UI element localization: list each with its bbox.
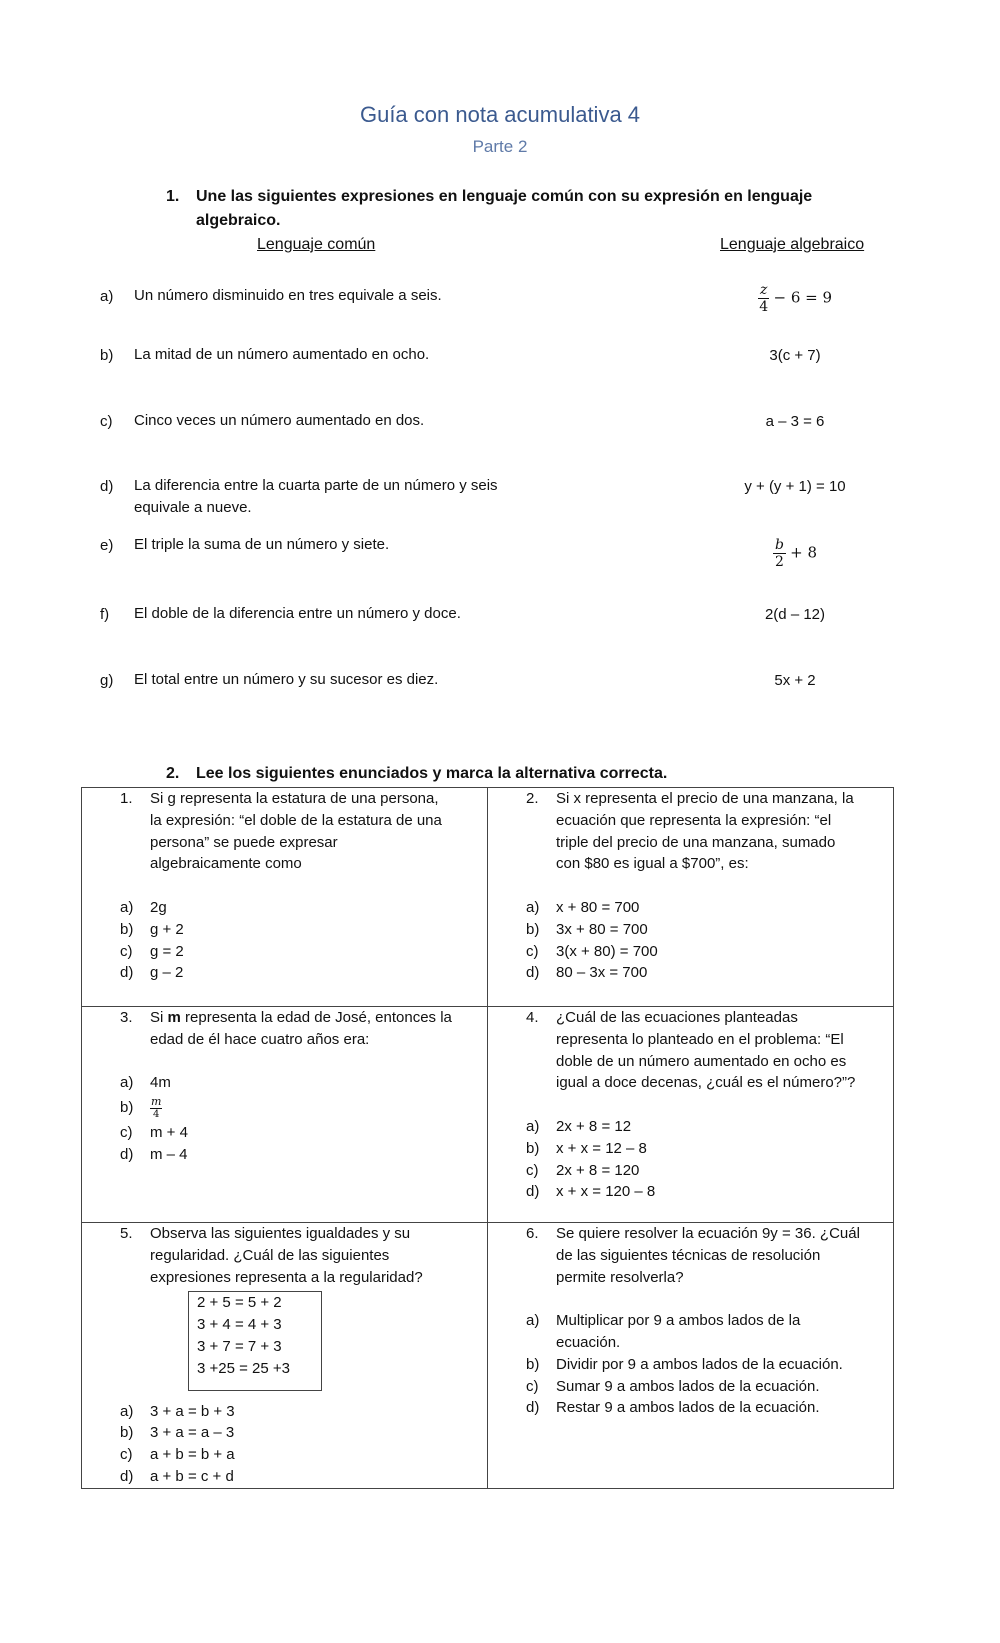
option-text: Dividir por 9 a ambos lados de la ecuación.: [556, 1355, 843, 1373]
option-d[interactable]: [120, 1466, 477, 1488]
section1-number: 1.: [166, 188, 180, 205]
option-text: 2g: [150, 898, 167, 916]
spacer: [120, 875, 477, 897]
question-text: [526, 1007, 883, 1029]
algebraic-expression-d[interactable]: y + (y + 1) = 10: [744, 478, 846, 495]
question-number: 2.: [526, 790, 539, 807]
option-b[interactable]: [526, 1354, 883, 1376]
algebraic-expression-a[interactable]: [690, 282, 900, 315]
question-number: 5.: [120, 1225, 133, 1242]
question-line: doble de un número aumentado en ocho es: [556, 1052, 847, 1070]
question-text: [120, 853, 477, 875]
option-c[interactable]: [526, 941, 883, 963]
option-label: d): [526, 1399, 540, 1417]
question-text: [120, 810, 477, 832]
option-text: x + 80 = 700: [556, 898, 640, 916]
question-line: igual a doce decenas, ¿cuál es el número?”?: [556, 1074, 856, 1092]
option-b[interactable]: [120, 919, 477, 941]
question-line: regularidad. ¿Cuál de las siguientes: [150, 1246, 390, 1264]
fraction-numerator: m: [151, 1094, 162, 1108]
option-text-cont: ecuación.: [556, 1333, 621, 1351]
question-text: [120, 1223, 477, 1245]
question-text: [526, 1029, 883, 1051]
spacer: [120, 1391, 477, 1401]
question-line: de las siguientes técnicas de resolución: [556, 1246, 821, 1264]
item-label: g): [100, 672, 114, 689]
question-2: [488, 788, 893, 984]
questions-table: [81, 787, 894, 1489]
item-label: c): [100, 413, 113, 430]
fraction-numerator: b: [774, 537, 784, 553]
option-c[interactable]: [526, 1160, 883, 1182]
question-text: [120, 832, 477, 854]
question-number: 3.: [120, 1009, 133, 1026]
expression-rest: − 6 = 9: [773, 288, 833, 307]
option-d[interactable]: [526, 1181, 883, 1203]
section2-instruction: Lee los siguientes enunciados y marca la alternativa correcta.: [196, 765, 668, 782]
item-label: e): [100, 537, 114, 554]
option-text: 3(x + 80) = 700: [556, 942, 658, 960]
question-text: [526, 853, 883, 875]
option-label: d): [120, 1145, 134, 1163]
option-label: c): [526, 942, 539, 960]
algebraic-expression-e[interactable]: [690, 537, 900, 570]
question-text: [120, 1267, 477, 1289]
spacer: [526, 1094, 883, 1116]
option-text: 80 – 3x = 700: [556, 964, 648, 982]
question-text: [526, 1072, 883, 1094]
option-a[interactable]: [120, 1072, 477, 1094]
option-text: 3 + a = b + 3: [150, 1402, 235, 1420]
option-label: b): [526, 1139, 540, 1157]
question-text: Si: [150, 1009, 168, 1026]
item-text[interactable]: El total entre un número y su sucesor es diez.: [134, 671, 439, 688]
item-label: a): [100, 288, 114, 305]
option-d[interactable]: [120, 1144, 477, 1166]
option-a[interactable]: [526, 1116, 883, 1138]
equalities-box: [188, 1291, 322, 1390]
page-subtitle: Parte 2: [472, 137, 528, 156]
option-label: a): [526, 1312, 540, 1330]
question-text: representa la edad de José, entonces la: [180, 1009, 452, 1026]
option-label: c): [120, 1124, 133, 1142]
question-line: ¿Cuál de las ecuaciones planteadas: [556, 1009, 798, 1026]
question-line: con $80 es igual a $700”, es:: [556, 855, 749, 873]
question-text: [120, 1245, 477, 1267]
item-text[interactable]: La diferencia entre la cuarta parte de un número y seis equivale a nueve.: [134, 477, 498, 516]
option-label: d): [526, 964, 540, 982]
option-text: 3 + a = a – 3: [150, 1424, 235, 1442]
fraction-denominator: 2: [775, 554, 784, 570]
question-number: 6.: [526, 1225, 539, 1242]
option-label: a): [120, 1074, 134, 1092]
fraction-numerator: z: [759, 282, 768, 298]
question-line: persona” se puede expresar: [150, 833, 338, 851]
option-text: g + 2: [150, 920, 184, 938]
question-text: [526, 1267, 883, 1289]
option-label: c): [526, 1161, 539, 1179]
item-text[interactable]: La mitad de un número aumentado en ocho.: [134, 346, 430, 363]
option-b[interactable]: [120, 1094, 477, 1122]
question-line: triple del precio de una manzana, sumado: [556, 833, 836, 851]
option-text: m – 4: [150, 1145, 188, 1163]
option-text: a + b = c + d: [150, 1467, 234, 1485]
option-text: 2x + 8 = 12: [556, 1117, 632, 1135]
question-6: [488, 1223, 893, 1419]
option-text: x + x = 120 – 8: [556, 1183, 656, 1201]
option-a[interactable]: [526, 897, 883, 919]
option-a[interactable]: [120, 897, 477, 919]
variable-bold: m: [167, 1009, 181, 1026]
question-line: representa lo planteado en el problema: “El: [556, 1030, 844, 1048]
option-label: d): [120, 964, 134, 982]
algebraic-expression-g[interactable]: 5x + 2: [774, 672, 816, 689]
option-d[interactable]: [120, 962, 477, 984]
question-3: [82, 1007, 487, 1166]
question-line: expresiones representa a la regularidad?: [150, 1268, 423, 1286]
question-text: [526, 788, 883, 810]
question-text: [526, 810, 883, 832]
question-line: ecuación que representa la expresión: “el: [556, 811, 832, 829]
question-line: permite resolverla?: [556, 1268, 684, 1286]
question-text: [526, 832, 883, 854]
fraction-denominator: 4: [153, 1108, 160, 1120]
option-text: Multiplicar por 9 a ambos lados de la: [556, 1312, 801, 1330]
question-text: [526, 1223, 883, 1245]
item-text[interactable]: Cinco veces un número aumentado en dos.: [134, 412, 425, 429]
question-text: [526, 1245, 883, 1267]
column-header-common: Lenguaje común: [257, 236, 376, 253]
question-number: 1.: [120, 790, 133, 807]
option-label: a): [526, 898, 540, 916]
option-label: d): [526, 1183, 540, 1201]
option-label: b): [120, 1424, 134, 1442]
question-line: Se quiere resolver la ecuación 9y = 36. ¿Cuál: [556, 1225, 860, 1242]
equality: 3 +25 = 25 +3: [197, 1359, 291, 1377]
section2-number: 2.: [166, 765, 180, 782]
algebraic-expression-b[interactable]: 3(c + 7): [769, 347, 821, 364]
option-text: Sumar 9 a ambos lados de la ecuación.: [556, 1377, 820, 1395]
option-label: d): [120, 1467, 134, 1485]
option-c[interactable]: [120, 1122, 477, 1144]
option-text: Restar 9 a ambos lados de la ecuación.: [556, 1399, 820, 1417]
question-text: [120, 788, 477, 810]
item-text[interactable]: El doble de la diferencia entre un número y doce.: [134, 605, 461, 622]
question-1: [82, 788, 487, 984]
question-text: [526, 1051, 883, 1073]
option-label: b): [526, 920, 540, 938]
question-line: Si x representa el precio de una manzana, la: [556, 790, 854, 807]
option-text: g = 2: [150, 942, 184, 960]
item-text[interactable]: El triple la suma de un número y siete.: [134, 536, 390, 553]
option-label: c): [120, 1446, 133, 1464]
section1-instruction-line1: Une las siguientes expresiones en lenguaje común con su expresión en lenguaje: [196, 188, 813, 205]
option-a[interactable]: [526, 1310, 883, 1354]
spacer: [526, 1288, 883, 1310]
equality: 3 + 7 = 7 + 3: [197, 1337, 282, 1355]
column-header-algebraic: Lenguaje algebraico: [720, 236, 865, 253]
page-title: Guía con nota acumulativa 4: [359, 102, 641, 127]
option-c[interactable]: [120, 1444, 477, 1466]
question-number: 4.: [526, 1009, 539, 1026]
option-b[interactable]: [120, 1422, 477, 1444]
option-label: c): [526, 1377, 539, 1395]
option-label: b): [526, 1355, 540, 1373]
item-label: b): [100, 347, 114, 364]
option-c[interactable]: [120, 941, 477, 963]
equality: 2 + 5 = 5 + 2: [197, 1294, 282, 1312]
spacer: [526, 875, 883, 897]
option-text: 3x + 80 = 700: [556, 920, 648, 938]
option-text: 2x + 8 = 120: [556, 1161, 640, 1179]
option-text: g – 2: [150, 964, 184, 982]
algebraic-expression-c[interactable]: a – 3 = 6: [765, 413, 825, 430]
option-text: x + x = 12 – 8: [556, 1139, 647, 1157]
question-line: Si g representa la estatura de una persona,: [150, 790, 439, 807]
option-c[interactable]: [526, 1376, 883, 1398]
algebraic-expression-f[interactable]: 2(d – 12): [764, 606, 826, 623]
option-label: a): [120, 898, 134, 916]
option-b[interactable]: [526, 1138, 883, 1160]
item-text[interactable]: Un número disminuido en tres equivale a seis.: [134, 287, 442, 304]
question-line: Observa las siguientes igualdades y su: [150, 1225, 411, 1242]
option-d[interactable]: [526, 962, 883, 984]
option-text: 4m: [150, 1074, 171, 1092]
option-text: a + b = b + a: [150, 1446, 235, 1464]
item-label: f): [100, 606, 110, 623]
option-label: a): [120, 1402, 134, 1420]
option-label: b): [120, 1099, 134, 1117]
option-b[interactable]: [526, 919, 883, 941]
section1-instruction-line2: algebraico.: [196, 212, 281, 229]
question-line: algebraicamente como: [150, 855, 302, 873]
question-line: la expresión: “el doble de la estatura de una: [150, 811, 442, 829]
option-label: b): [120, 920, 134, 938]
question-text: edad de él hace cuatro años era:: [150, 1030, 370, 1048]
equality: 3 + 4 = 4 + 3: [197, 1316, 282, 1334]
option-label: a): [526, 1117, 540, 1135]
expression-rest: + 8: [790, 543, 818, 562]
option-text: m + 4: [150, 1124, 188, 1142]
item-label: d): [100, 478, 114, 495]
question-5: [82, 1223, 487, 1488]
fraction-denominator: 4: [759, 299, 769, 315]
option-a[interactable]: [120, 1401, 477, 1423]
option-label: c): [120, 942, 133, 960]
question-4: [488, 1007, 893, 1203]
option-d[interactable]: [526, 1397, 883, 1419]
